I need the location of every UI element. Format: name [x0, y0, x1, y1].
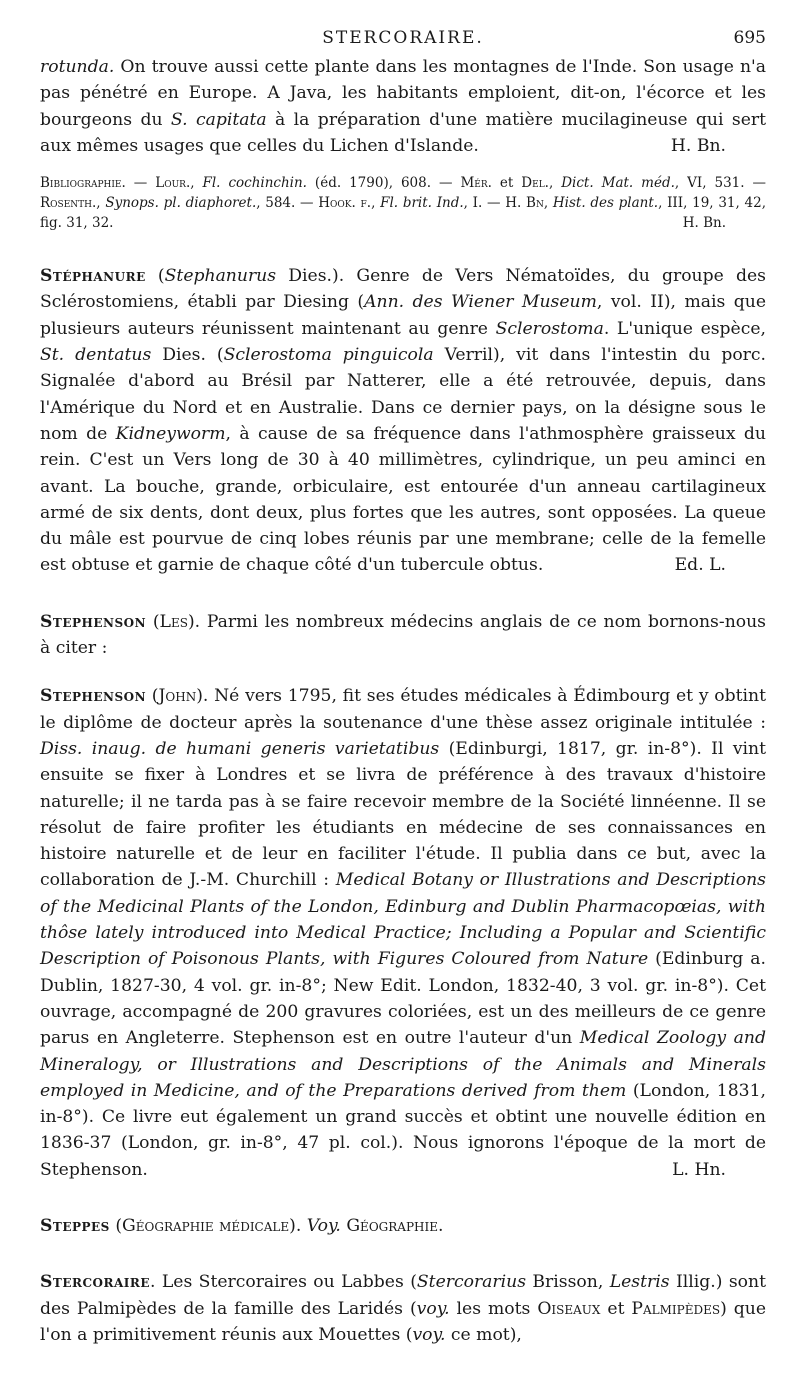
- italic-text: Lestris: [609, 1272, 670, 1293]
- text: .: [437, 1215, 444, 1236]
- text: (Edinburgi, 1817, gr. in-8°). Il vint ensuite se fixer à Londres et se livra de préférence à des travaux d'histoire naturelle; il ne tarda pas à se faire recevoir membre de la Société linnéenne. Il se résolut de faire profiter les étudiants en médecine de ses connaissances en histoire naturelle et de leur en faciliter l'étude. Il publia dans ce but, avec la collaboration de J.-M. Churchill :: [40, 738, 767, 891]
- italic-text: Voy.: [306, 1215, 341, 1236]
- italic-text: voy.: [412, 1324, 446, 1345]
- text: ) que l'on a primitivement réunis aux Mouettes (: [40, 1298, 766, 1345]
- author-abbrev: Mér.: [460, 175, 492, 192]
- cross-reference: Géographie: [346, 1215, 438, 1236]
- author-abbrev: Rosenth.: [40, 195, 97, 212]
- author-abbrev: H. Bn: [505, 195, 544, 212]
- continuation-paragraph: [40, 54, 766, 159]
- small-caps-text: Les: [159, 611, 188, 632]
- italic-text: S. capitata: [170, 109, 267, 130]
- italic-text: Medical Zoology and Mineralogy, or Illustrations and Descriptions of the Animals and Minerals employed in Medicine, and of the Preparations derived from them: [40, 1028, 766, 1101]
- text: Verril), vit dans l'intestin du porc. Signalée d'abord au Brésil par Natterer, elle a été retrouvée, depuis, dans l'Amérique du Nord et en Australie. Dans ce dernier pays, on la désigne sous le nom de: [40, 345, 766, 444]
- bibliography: [40, 173, 766, 233]
- text: ce mot),: [445, 1324, 522, 1345]
- entry-headword: Stéphanure: [40, 266, 146, 287]
- italic-text: Diss. inaug. de humani generis varietatibus: [40, 738, 440, 759]
- small-caps-text: Géographie médicale: [122, 1215, 290, 1236]
- text: ,: [190, 175, 203, 192]
- italic-text: Stercorarius: [416, 1272, 527, 1293]
- author-abbrev: Hook. f.: [318, 195, 372, 212]
- text: et: [600, 1298, 632, 1319]
- italic-text: Sclerostoma pinguicola: [223, 345, 434, 366]
- italic-text: Sclerostoma: [495, 318, 604, 339]
- text: Illig.) sont des Palmipèdes de la famille des Laridés (: [40, 1272, 766, 1319]
- text: ,: [543, 195, 553, 212]
- italic-text: Medical Botany or Illustrations and Descriptions of the Medicinal Plants of the London, Edinburg and Dublin Pharmacopœias, with thôse lately introduced into Medical Practice; Including a Popular and Scientific Description of Poisonous Plants, with Figures Coloured from Nature: [40, 870, 766, 970]
- text: ,: [371, 195, 381, 212]
- text: (éd. 1790), 608. —: [306, 175, 461, 192]
- entry-stercoraire: [40, 1269, 766, 1348]
- author-signature: L. Hn.: [672, 1159, 726, 1180]
- italic-text: St. dentatus: [40, 345, 152, 366]
- italic-text: Fl. brit. Ind.: [380, 195, 464, 212]
- cross-reference: Oiseaux: [537, 1298, 601, 1319]
- text: (London, 1831, in-8°). Ce livre eut également un grand succès et obtint une nouvelle édition en 1836-37 (London, gr. in-8°, 47 pl. col.). Nous ignorons l'époque de la mort de Stephenson.: [40, 1080, 766, 1180]
- italic-text: Stephanurus: [164, 266, 277, 287]
- italic-text: rotunda.: [40, 57, 115, 77]
- text: (: [109, 1215, 123, 1236]
- author-abbrev: Del.: [521, 175, 549, 192]
- text: , VI, 531. —: [674, 175, 767, 192]
- author-abbrev: Lour.: [155, 175, 191, 192]
- entry-stephenson-john: [40, 683, 766, 1183]
- entry-subheadword: Stephenson: [40, 686, 147, 707]
- italic-text: Synops. pl. diaphoret.: [105, 195, 257, 212]
- text: . —: [121, 175, 156, 192]
- text: Dies. (: [151, 345, 224, 366]
- author-signature: H. Bn.: [670, 135, 726, 156]
- running-header: [40, 22, 766, 54]
- italic-text: voy.: [416, 1298, 450, 1319]
- text: ). Parmi les nombreux médecins anglais de ce nom bornons-nous à citer :: [40, 611, 766, 659]
- entry-headword: Stercoraire: [40, 1272, 150, 1293]
- text: à la préparation d'une matière mucilagineuse qui sert aux mêmes usages que celles du Lichen d'Islande.: [40, 109, 766, 156]
- italic-text: Ann. des Wiener Museum: [364, 292, 597, 313]
- text: ,: [96, 195, 106, 212]
- entry-stephenson-les: [40, 609, 766, 662]
- italic-text: Fl. cochinchin.: [202, 175, 307, 192]
- text: ).: [289, 1215, 307, 1236]
- text: ,: [548, 175, 562, 192]
- entry-stephanure: [40, 263, 766, 579]
- page-number: 695: [733, 28, 766, 48]
- text: et: [491, 175, 522, 192]
- italic-text: Hist. des plant.: [552, 195, 659, 212]
- text: ). Né vers 1795, fit ses études médicales à Édimbourg et y obtint le diplôme de docteur après la soutenance d'une thèse assez originale intitulée :: [40, 686, 767, 733]
- text: , 584. —: [256, 195, 319, 212]
- text: , III, 19, 31, 42, fig. 31, 32.: [40, 195, 766, 232]
- running-title: STERCORAIRE.: [322, 28, 484, 48]
- italic-text: Dict. Mat. méd.: [561, 175, 675, 192]
- text: On trouve aussi cette plante dans les montagnes de l'Inde. Son usage n'a pas pénétré en Europe. A Java, les habitants emploient, dit-on, l'écorce et les bourgeons du: [40, 57, 766, 130]
- text: les mots: [449, 1298, 538, 1319]
- text: (: [145, 266, 165, 287]
- entry-headword: Stephenson: [40, 611, 147, 632]
- bibliography-label: Bibliographie: [40, 175, 122, 192]
- text: Dies.). Genre de Vers Nématoïdes, du groupe des Sclérostomiens, établi par Diesing (: [40, 266, 767, 313]
- text: (Edinburg a. Dublin, 1827-30, 4 vol. gr. in-8°; New Edit. London, 1832-40, 3 vol. gr. in-8°). Cet ouvrage, accompagné de 200 gravures coloriées, est un des meilleurs de ce genre parus en Angleterre. Stephenson est en outre l'auteur d'un: [40, 949, 767, 1049]
- page: [40, 22, 766, 1348]
- text: , vol. II), mais que plusieurs auteurs réunissent maintenant au genre: [40, 292, 766, 339]
- text: (: [146, 686, 159, 707]
- author-signature: H. Bn.: [682, 215, 726, 232]
- text: , à cause de sa fréquence dans l'athmosphère graisseux du rein. C'est un Vers long de 30 à 40 millimètres, cylindrique, un peu aminci en avant. La bouche, grande, orbiculaire, est entourée d'un anneau cartilagineux armé de six dents, dont deux, plus fortes que les autres, sont opposées. La queue du mâle est pourvue de cinq lobes réunis par une membrane; celle de la femelle est obtuse et garnie de chaque côté d'un tubercule obtus.: [40, 423, 766, 576]
- entry-headword: Steppes: [40, 1215, 110, 1236]
- author-signature: Ed. L.: [674, 555, 726, 576]
- text: . L'unique espèce,: [603, 318, 766, 339]
- italic-text: Kidneyworm: [115, 423, 226, 444]
- small-caps-text: John: [158, 686, 197, 707]
- text: . Les Stercoraires ou Labbes (: [149, 1272, 417, 1293]
- text: (: [146, 611, 160, 632]
- text: Brisson,: [526, 1272, 610, 1293]
- cross-reference: Palmipèdes: [631, 1298, 721, 1319]
- text: , I. —: [463, 195, 506, 212]
- entry-steppes: [40, 1213, 766, 1239]
